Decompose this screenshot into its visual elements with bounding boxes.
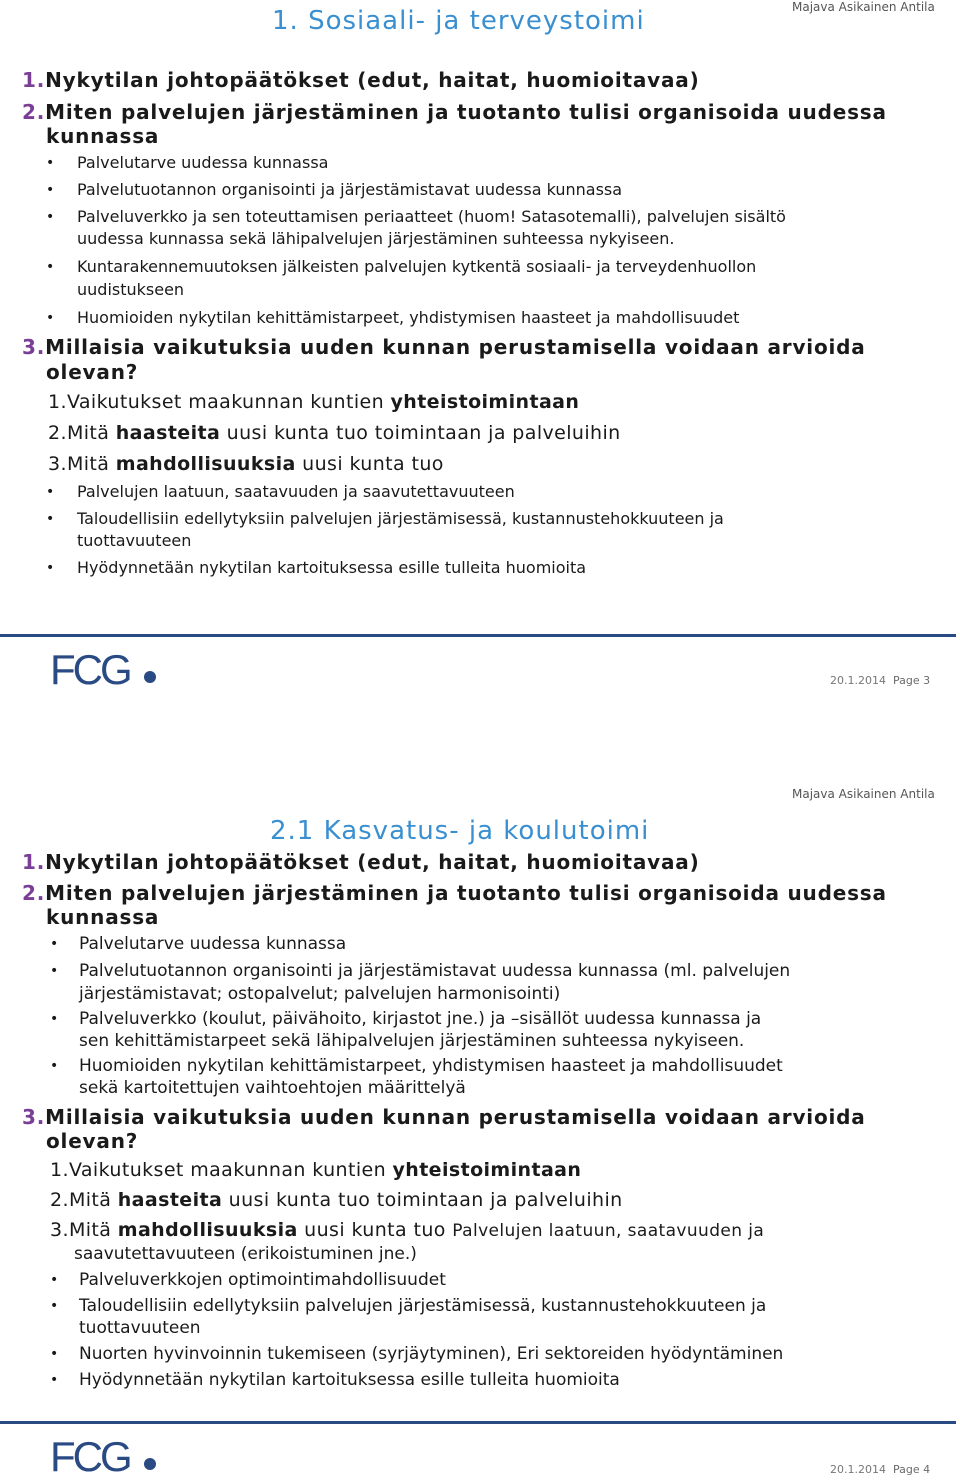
heading-1-text: Nykytilan johtopäätökset (edut, haitat, huomioitavaa) [45, 850, 700, 874]
author-label: Majava Asikainen Antila [792, 0, 935, 14]
heading-3-text: Millaisia vaikutuksia uuden kunnan perustamisella voidaan arvioida [45, 335, 866, 359]
bullet-icon: • [50, 1346, 59, 1362]
sub-item-3: 3.Mitä mahdollisuuksia uusi kunta tuo [48, 453, 444, 475]
list-item: Taloudellisiin edellytyksiin palvelujen järjestämisessä, kustannustehokkuuteen ja [77, 509, 724, 528]
bullet-icon: • [50, 963, 59, 979]
sub-item-3: 3.Mitä mahdollisuuksia uusi kunta tuo Palvelujen laatuun, saatavuuden ja [50, 1219, 765, 1241]
list-item: Hyödynnetään nykytilan kartoituksessa esille tulleita huomioita [79, 1370, 620, 1390]
fcg-logo-mark [50, 650, 160, 690]
heading-3 [22, 335, 866, 359]
bullet-icon: • [46, 560, 55, 576]
page-number: Page 4 [892, 1463, 931, 1476]
list-item: Palveluverkkojen optimointimahdollisuudet [79, 1270, 446, 1290]
bullet-icon: • [50, 1011, 59, 1027]
bullet-icon: • [50, 1272, 59, 1288]
list-item: Huomioiden nykytilan kehittämistarpeet, yhdistymisen haasteet ja mahdollisuudet [77, 308, 740, 327]
list-item-continued: sekä kartoitettujen vaihtoehtojen määrittelyä [79, 1078, 466, 1098]
bullet-icon: • [46, 209, 55, 225]
list-item: Kuntarakennemuutoksen jälkeisten palvelujen kytkentä sosiaali- ja terveydenhuollon [77, 257, 757, 276]
footer-date: 20.1.2014 [830, 1463, 886, 1476]
footer-pager [830, 1463, 930, 1476]
bullet-icon: • [46, 511, 55, 527]
fcg-logo-mark [50, 1437, 160, 1477]
fcg-logo [50, 1437, 160, 1481]
heading-2 [22, 100, 887, 124]
bullet-icon: • [46, 182, 55, 198]
list-item: Palvelutarve uudessa kunnassa [79, 934, 347, 954]
heading-3-number: 3. [22, 1105, 46, 1129]
sub-item-2: 2.Mitä haasteita uusi kunta tuo toimintaan ja palveluihin [48, 422, 621, 444]
heading-2-continued: kunnassa [46, 124, 160, 148]
heading-3-continued: olevan? [46, 360, 139, 384]
footer-divider [0, 634, 956, 637]
heading-2-text: Miten palvelujen järjestäminen ja tuotanto tulisi organisoida uudessa [45, 100, 887, 124]
heading-2 [22, 881, 887, 905]
heading-2-number: 2. [22, 881, 46, 905]
bullet-icon: • [50, 1298, 59, 1314]
svg-text:FCG: FCG [50, 1437, 130, 1477]
heading-2-continued: kunnassa [46, 905, 160, 929]
list-item-continued: järjestämistavat; ostopalvelut; palvelujen harmonisointi) [79, 984, 561, 1004]
list-item-continued: tuottavuuteen [77, 531, 192, 550]
list-item-continued: tuottavuuteen [79, 1318, 201, 1338]
list-item: Huomioiden nykytilan kehittämistarpeet, yhdistymisen haasteet ja mahdollisuudet [79, 1056, 783, 1076]
bullet-icon: • [46, 259, 55, 275]
sub-item-1: 1.Vaikutukset maakunnan kuntien yhteistoimintaan [48, 391, 580, 413]
page-number: Page 3 [892, 674, 931, 687]
bullet-icon: • [50, 936, 59, 952]
footer-date: 20.1.2014 [830, 674, 886, 687]
list-item-continued: uudistukseen [77, 280, 185, 299]
bullet-icon: • [46, 155, 55, 171]
heading-2-text: Miten palvelujen järjestäminen ja tuotanto tulisi organisoida uudessa [45, 881, 887, 905]
list-item-continued: uudessa kunnassa sekä lähipalvelujen järjestäminen suhteessa nykyiseen. [77, 229, 675, 248]
footer-divider [0, 1421, 956, 1424]
list-item: Taloudellisiin edellytyksiin palvelujen järjestämisessä, kustannustehokkuuteen ja [79, 1296, 767, 1316]
list-item: Hyödynnetään nykytilan kartoituksessa esille tulleita huomioita [77, 558, 587, 577]
list-item-continued: sen kehittämistarpeet sekä lähipalvelujen järjestäminen suhteessa nykyiseen. [79, 1031, 745, 1051]
bullet-icon: • [50, 1058, 59, 1074]
sub-item-2: 2.Mitä haasteita uusi kunta tuo toimintaan ja palveluihin [50, 1189, 623, 1211]
sub-item-1: 1.Vaikutukset maakunnan kuntien yhteistoimintaan [50, 1159, 582, 1181]
heading-1-text: Nykytilan johtopäätökset (edut, haitat, huomioitavaa) [45, 68, 700, 92]
heading-1-number: 1. [22, 850, 46, 874]
heading-3 [22, 1105, 866, 1129]
list-item: Palvelujen laatuun, saatavuuden ja saavutettavuuteen [77, 482, 515, 501]
page-title: 2.1 Kasvatus- ja koulutoimi [270, 816, 650, 846]
list-item: Nuorten hyvinvoinnin tukemiseen (syrjäytyminen), Eri sektoreiden hyödyntäminen [79, 1344, 784, 1364]
list-item: Palveluverkko ja sen toteuttamisen periaatteet (huom! Satasotemalli), palvelujen sisältö [77, 207, 786, 226]
page-title: 1. Sosiaali- ja terveystoimi [272, 6, 645, 36]
heading-3-text: Millaisia vaikutuksia uuden kunnan perustamisella voidaan arvioida [45, 1105, 866, 1129]
footer-pager [830, 674, 930, 687]
fcg-logo [50, 650, 160, 694]
sub-item-3-continued: saavutettavuuteen (erikoistuminen jne.) [74, 1244, 417, 1264]
bullet-icon: • [46, 484, 55, 500]
heading-1 [22, 68, 700, 92]
heading-1 [22, 850, 700, 874]
author-label: Majava Asikainen Antila [792, 787, 935, 801]
bullet-icon: • [46, 310, 55, 326]
list-item: Palvelutuotannon organisointi ja järjestämistavat uudessa kunnassa (ml. palvelujen [79, 961, 791, 981]
heading-3-number: 3. [22, 335, 46, 359]
bullet-icon: • [50, 1372, 59, 1388]
list-item: Palvelutuotannon organisointi ja järjestämistavat uudessa kunnassa [77, 180, 623, 199]
list-item: Palveluverkko (koulut, päivähoito, kirjastot jne.) ja –sisällöt uudessa kunnassa ja [79, 1009, 762, 1029]
heading-3-continued: olevan? [46, 1129, 139, 1153]
heading-1-number: 1. [22, 68, 46, 92]
list-item: Palvelutarve uudessa kunnassa [77, 153, 329, 172]
svg-text:FCG: FCG [50, 650, 130, 690]
heading-2-number: 2. [22, 100, 46, 124]
